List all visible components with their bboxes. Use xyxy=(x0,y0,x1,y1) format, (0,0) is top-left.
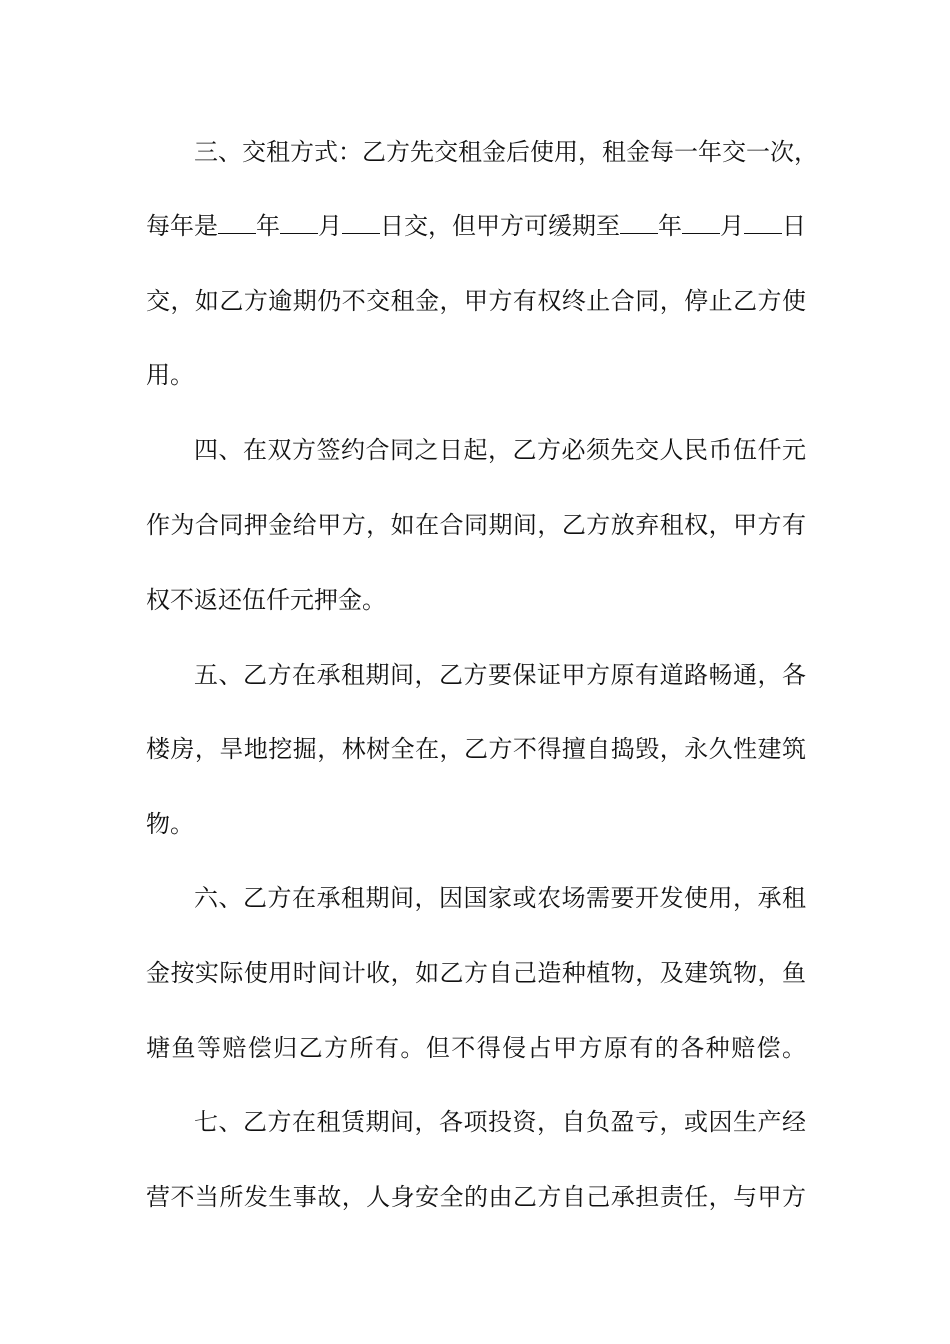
blank-field xyxy=(342,211,380,234)
clause-4-line-3: 权不返还伍仟元押金。 xyxy=(146,586,386,614)
clause-7-line-1: 七、乙方在租赁期间，各项投资，自负盈亏，或因生产经 xyxy=(194,1108,806,1136)
blank-field xyxy=(744,211,782,234)
clause-7-line-2: 营不当所发生事故，人身安全的由乙方自己承担责任，与甲方 xyxy=(146,1183,806,1211)
text-segment: 年 xyxy=(256,212,280,240)
clause-6-line-3: 塘鱼等赔偿归乙方所有。但不得侵占甲方原有的各种赔偿。 xyxy=(146,1034,806,1062)
clause-4-line-2: 作为合同押金给甲方，如在合同期间，乙方放弃租权，甲方有 xyxy=(146,511,806,539)
blank-field xyxy=(280,211,318,234)
clause-3-line-3: 交，如乙方逾期仍不交租金，甲方有权终止合同，停止乙方使 xyxy=(146,287,806,315)
clause-6-line-1: 六、乙方在承租期间，因国家或农场需要开发使用，承租 xyxy=(194,884,806,912)
text-segment: 日交，但甲方可缓期至 xyxy=(380,212,620,240)
text-segment: 年 xyxy=(658,212,682,240)
clause-3-line-1: 三、交租方式：乙方先交租金后使用，租金每一年交一次， xyxy=(194,138,818,166)
text-segment: 月 xyxy=(720,212,744,240)
clause-3-line-4: 用。 xyxy=(146,361,194,389)
blank-field xyxy=(682,211,720,234)
blank-field xyxy=(218,211,256,234)
clause-5-line-3: 物。 xyxy=(146,810,194,838)
clause-3-line-2 xyxy=(146,206,806,246)
text-segment: 日 xyxy=(782,212,806,240)
blank-field xyxy=(620,211,658,234)
clause-6-line-2: 金按实际使用时间计收，如乙方自己造种植物，及建筑物，鱼 xyxy=(146,959,806,987)
text-segment: 月 xyxy=(318,212,342,240)
clause-5-line-1: 五、乙方在承租期间，乙方要保证甲方原有道路畅通，各 xyxy=(194,661,806,689)
clause-5-line-2: 楼房，旱地挖掘，林树全在，乙方不得擅自捣毁，永久性建筑 xyxy=(146,735,806,763)
text-segment: 每年是 xyxy=(146,212,218,240)
clause-4-line-1: 四、在双方签约合同之日起，乙方必须先交人民币伍仟元 xyxy=(194,436,806,464)
